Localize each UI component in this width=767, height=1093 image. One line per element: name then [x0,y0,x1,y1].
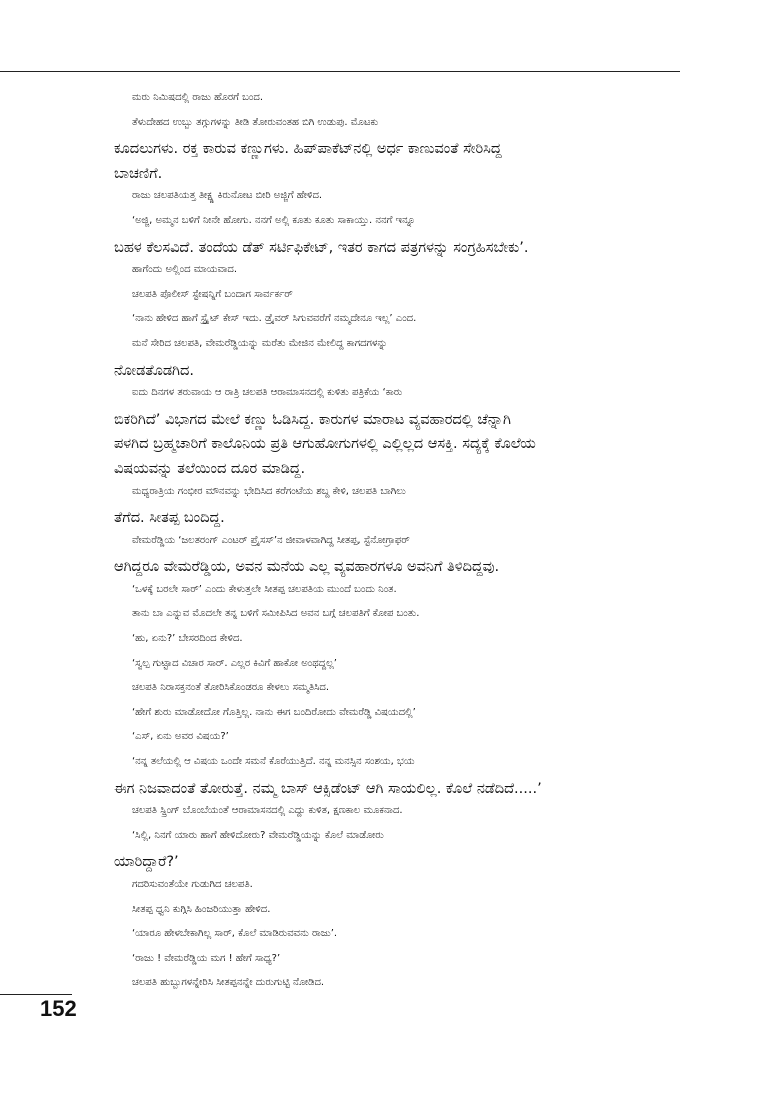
text-line: ವಿಷಯವನ್ನು ತಲೆಯಿಂದ ದೂರ ಮಾಡಿದ್ದ. [114,460,306,477]
header-rule [0,71,680,72]
text-line: ಹಾಗೆಂದು ಅಲ್ಲಿಂದ ಮಾಯವಾದ. [132,264,238,276]
text-line: ವೇಮರೆಡ್ಡಿಯ ‘ಜಲತರಂಗ್ ಎಂಟರ್ ಪ್ರೈಸಸ್’ನ ಜೀವಾಳವಾಗಿದ್ದ ಸೀತಪ್ಪ, ಸ್ಟೆನೋಗ್ರಾಫರ್ [132,534,410,546]
text-line: ‘ಹೇಗೆ ಶುರು ಮಾಡೋದೋ ಗೊತ್ತಿಲ್ಲ. ನಾನು ಈಗ ಬಂದಿರೋದು ವೇಮರೆಡ್ಡಿ ವಿಷಯದಲ್ಲಿ’ [132,706,416,718]
text-line: ಮರು ನಿಮಿಷದಲ್ಲಿ ರಾಜು ಹೊರಗೆ ಬಂದ. [132,92,264,103]
text-line: ಮನೆ ಸೇರಿದ ಚಲಪತಿ, ವೇಮರೆಡ್ಡಿಯನ್ನು ಮರೆತು ಮೇಜಿನ ಮೇಲಿದ್ದ ಕಾಗದಗಳನ್ನು [132,337,388,349]
text-line: ಪಳಗಿದ ಬ್ರಹ್ಮಚಾರಿಗೆ ಕಾಲೊನಿಯ ಪ್ರತಿ ಆಗುಹೋಗುಗಳಲ್ಲಿ ಎಲ್ಲಿಲ್ಲದ ಆಸಕ್ತಿ. ಸದ್ಯಕ್ಕೆ ಕೊಲೆಯ [114,436,536,453]
text-line: ‘ಒಳಕ್ಕೆ ಬರಲೇ ಸಾರ್’ ಎಂದು ಕೇಳುತ್ತಲೇ ಸೀತಪ್ಪ ಚಲಪತಿಯ ಮುಂದೆ ಬಂದು ನಿಂತ. [132,583,397,595]
text-line: ಚಲಪತಿ ಸ್ಪ್ರಿಂಗ್ ಬೊಂಬೆಯಂತೆ ಆರಾಮಾಸನದಲ್ಲಿ ಎದ್ದು ಕುಳಿತ, ಕ್ಷಣಕಾಲ ಮೂಕನಾದ. [132,805,403,817]
text-line: ಚಲಪತಿ ನಿರಾಸಕ್ತನಂತೆ ತೋರಿಸಿಕೊಂಡರೂ ಕೇಳಲು ಸಮ್ಮತಿಸಿದ. [132,682,330,694]
text-line: ಚಲಪತಿ ಪೊಲೀಸ್ ಸ್ಟೇಷನ್ನಿಗೆ ಬಂದಾಗ ಸಾರ್ವರ್ಕರ್ [132,288,293,300]
text-line: ಸೀತಪ್ಪ ಧ್ವನಿ ಕುಗ್ಗಿಸಿ ಹಿಂಜರಿಯುತ್ತಾ ಹೇಳಿದ. [132,903,271,915]
body-text [114,92,674,1002]
text-line: ಈಗ ನಿಜವಾದಂತೆ ತೋರುತ್ತೆ. ನಮ್ಮ ಬಾಸ್ ಆಕ್ಸಿಡೆಂಟ್ ಆಗಿ ಸಾಯಲಿಲ್ಲ. ಕೊಲೆ ನಡೆದಿದೆ.....’ [114,780,542,797]
text-line: ಯಾರಿದ್ದಾರೆ?’ [114,854,179,871]
text-line: ‘ಹು, ಏನು?’ ಬೇಸರದಿಂದ ಕೇಳಿದ. [132,633,243,645]
text-line: ತೆಳುದೇಹದ ಉಬ್ಬು ತಗ್ಗುಗಳನ್ನು ತೀಡಿ ತೋರುವಂತಹ ಬಿಗಿ ಉಡುಪು. ಮೊಟಕು [132,116,379,128]
text-line: ಚಲಪತಿ ಹುಬ್ಬುಗಳನ್ನೇರಿಸಿ ಸೀತಪ್ಪನನ್ನೇ ದುರುಗುಟ್ಟಿ ನೋಡಿದ. [132,977,325,989]
text-line: ಬಾಚಣಿಗೆ. [114,165,163,182]
text-line: ಬಿಕರಿಗಿದೆ’ ವಿಭಾಗದ ಮೇಲೆ ಕಣ್ಣು ಓಡಿಸಿದ್ದ. ಕಾರುಗಳ ಮಾರಾಟ ವ್ಯವಹಾರದಲ್ಲಿ ಚೆನ್ನಾಗಿ [114,411,511,428]
text-line: ‘ಎಸ್, ಏನು ಅವರ ವಿಷಯ?’ [132,731,229,743]
text-line: ಬಹಳ ಕೆಲಸವಿದೆ. ತಂದೆಯ ಡೆತ್ ಸರ್ಟಿಫಿಕೇಟ್, ಇತರ ಕಾಗದ ಪತ್ರಗಳನ್ನು ಸಂಗ್ರಹಿಸಬೇಕು’. [114,239,529,256]
text-line: ರಾಜು ಚಲಪತಿಯತ್ತ ತೀಕ್ಷ್ಣ ಕಿರುನೋಟ ಬೀರಿ ಅಜ್ಜಿಗೆ ಹೇಳಿದ. [132,190,323,202]
text-line: ಕೂದಲುಗಳು. ರಕ್ತ ಕಾರುವ ಕಣ್ಣುಗಳು. ಹಿಪ್‌ಪಾಕೆಟ್‌ನಲ್ಲಿ ಅರ್ಧ ಕಾಣುವಂತೆ ಸೇರಿಸಿದ್ದ [114,141,502,158]
text-line: ಆಗಿದ್ದರೂ ವೇಮರೆಡ್ಡಿಯ, ಅವನ ಮನೆಯ ಎಲ್ಲ ವ್ಯವಹಾರಗಳೂ ಅವನಿಗೆ ತಿಳಿದಿದ್ದವು. [114,559,500,576]
text-line: ‘ಯಾರೂ ಹೇಳಬೇಕಾಗಿಲ್ಲ ಸಾರ್, ಕೊಲೆ ಮಾಡಿರುವವನು ರಾಜು’. [132,928,338,940]
text-line: ಗದರಿಸುವಂತೆಯೇ ಗುಡುಗಿದ ಚಲಪತಿ. [132,879,253,890]
text-line: ‘ನನ್ನ ತಲೆಯಲ್ಲಿ ಆ ವಿಷಯ ಒಂದೇ ಸಮನೆ ಕೊರೆಯುತ್ತಿದೆ. ನನ್ನ ಮನಸ್ಸಿನ ಸಂಶಯ, ಭಯ [132,756,415,768]
text-line: ತೆಗೆದ. ಸೀತಪ್ಪ ಬಂದಿದ್ದ. [114,510,225,527]
text-line: ಮಧ್ಯರಾತ್ರಿಯ ಗಂಭೀರ ಮೌನವನ್ನು ಭೇದಿಸಿದ ಕರೆಗಂಟೆಯ ಶಬ್ದ ಕೇಳಿ, ಚಲಪತಿ ಬಾಗಿಲು [132,485,406,497]
text-line: ‘ಅಜ್ಜಿ, ಅಮ್ಮನ ಬಳಿಗೆ ನೀನೇ ಹೋಗು. ನನಗೆ ಅಲ್ಲಿ ಕೂತು ಕೂತು ಸಾಕಾಯ್ತು. ನನಗೆ ಇನ್ನೂ [132,214,416,226]
text-line: ‘ನಾನು ಹೇಳಿದ ಹಾಗೆ ಸ್ಟ್ರೈಟ್ ಕೇಸ್ ಇದು. ಡ್ರೈವರ್ ಸಿಗುವವರೆಗೆ ನಮ್ಮದೇನೂ ಇಲ್ಲ’ ಎಂದ. [132,313,417,325]
text-line: ಐದು ದಿನಗಳ ತರುವಾಯ ಆ ರಾತ್ರಿ ಚಲಪತಿ ಆರಾಮಾಸನದಲ್ಲಿ ಕುಳಿತು ಪತ್ರಿಕೆಯ ‘ಕಾರು [132,387,403,399]
text-line: ನೋಡತೊಡಗಿದ. [114,362,194,379]
text-line: ‘ಸಿಲ್ಲಿ, ನಿನಗೆ ಯಾರು ಹಾಗೆ ಹೇಳಿದೋರು? ವೇಮರೆಡ್ಡಿಯನ್ನು ಕೊಲೆ ಮಾಡೋರು [132,829,384,841]
text-line: ತಾನು ಬಾ ಎನ್ನುವ ಮೊದಲೇ ತನ್ನ ಬಳಿಗೆ ಸಮೀಪಿಸಿದ ಅವನ ಬಗ್ಗೆ ಚಲಪತಿಗೆ ಕೋಪ ಬಂತು. [132,608,420,620]
text-line: ‘ರಾಜು ! ವೇಮರೆಡ್ಡಿಯ ಮಗ ! ಹೇಗೆ ಸಾಧ್ಯ?’ [132,952,281,964]
text-line: ‘ಸ್ವಲ್ಪ ಗುಟ್ಟಾದ ವಿಚಾರ ಸಾರ್. ಎಲ್ಲರ ಕಿವಿಗೆ ಹಾಕೋ ಅಂಥದ್ದಲ್ಲ’ [132,657,337,669]
page-number: 152 [40,996,77,1021]
